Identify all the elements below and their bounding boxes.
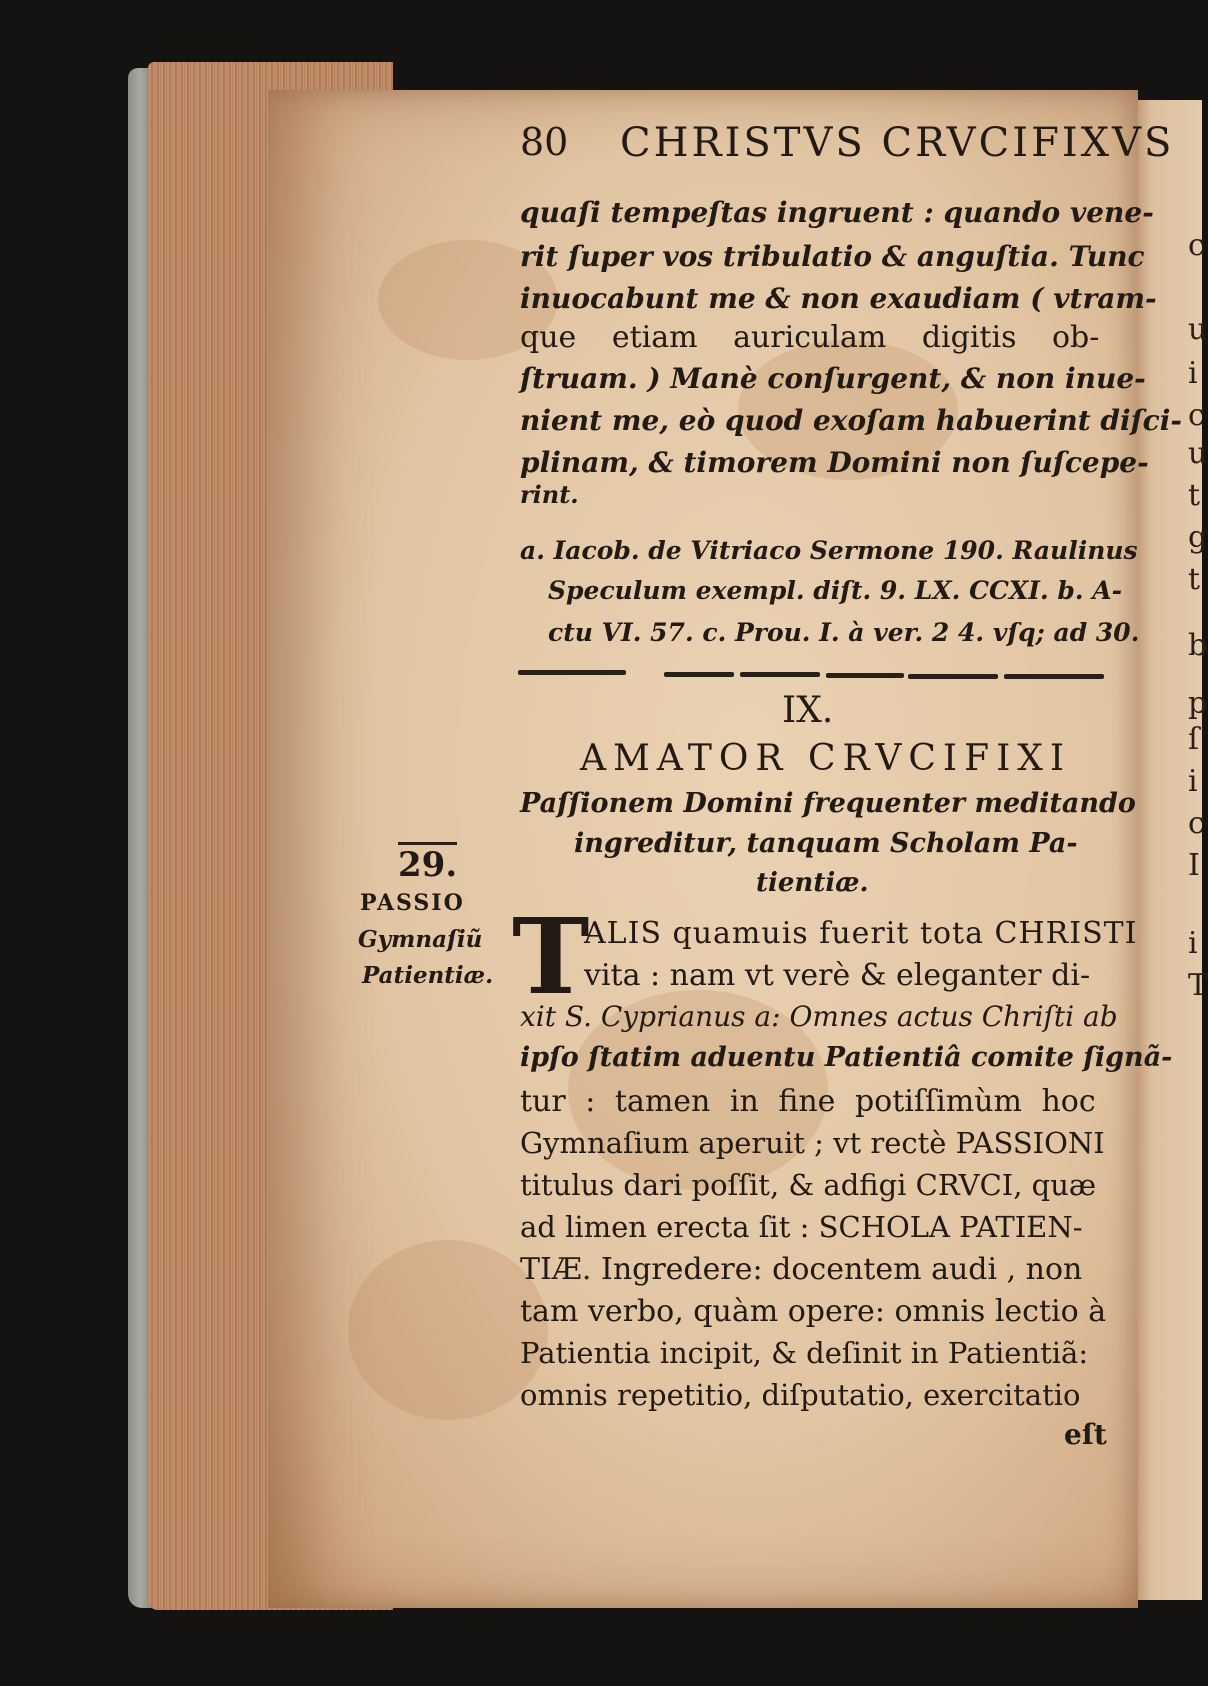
text-line: nient me, eò quod exoſam habuerint diſci- [520,404,1182,437]
section-number: IX. [782,690,834,731]
section-rule [908,674,998,679]
facing-page-letter: c [1188,398,1205,433]
facing-page-letter: c [1188,228,1205,263]
catchword: eſt [1064,1418,1107,1451]
reference-line: Speculum exempl. diſt. 9. LX. CCXI. b. A- [548,576,1123,605]
margin-note-line: Patientiæ. [362,962,494,989]
facing-page-letter: u [1188,312,1208,347]
text-line: rit ſuper vos tribulatio & anguſtia. Tunc [520,240,1145,273]
running-title: CHRISTVS CRVCIFIXVS [620,120,1175,166]
body-line: ad limen erecta ſit : SCHOLA PATIEN- [520,1210,1083,1244]
section-title: AMATOR CRVCIFIXI [580,738,1072,779]
facing-page-letter: i [1188,764,1198,799]
section-rule [518,670,626,675]
body-line: xit S. Cyprianus a: Omnes actus Chriſti ab [520,1000,1118,1033]
body-line: omnis repetitio, diſputatio, exercitatio [520,1378,1081,1412]
body-line: TIÆ. Ingredere: docentem audi , non [520,1252,1083,1287]
facing-page-letter: I [1188,848,1200,883]
section-rule [826,673,904,678]
body-line: vita : nam vt verè & eleganter di- [584,958,1091,993]
text-line: plinam, & timorem Domini non ſuſcepe- [520,446,1149,479]
section-subtitle: Paſſionem Domini frequenter meditando [520,788,1136,819]
facing-page-letter: p [1188,686,1208,721]
section-rule [664,672,734,677]
section-rule [740,672,820,677]
reference-line: ctu VI. 57. c. Prou. I. à ver. 2 4. vſq; ad 30. [548,618,1140,647]
facing-page-letter: i [1188,926,1198,961]
body-line: tur : tamen in fine potiſſimùm hoc [520,1084,1096,1119]
text-line: quaſi tempeſtas ingruent : quando vene- [520,196,1154,229]
text-line: que etiam auriculam digitis ob- [520,320,1100,355]
margin-note-line: PASSIO [360,890,465,916]
section-subtitle: ingreditur, tanquam Scholam Pa- [574,828,1078,859]
body-line: Patientia incipit, & deſinit in Patientiã: [520,1336,1089,1370]
section-rule [1004,674,1104,679]
facing-page-letter: t [1188,562,1201,597]
reference-line: a. Iacob. de Vitriaco Sermone 190. Raulinus [520,536,1138,565]
facing-page-letter: g [1188,520,1208,555]
body-line: Gymnaſium aperuit ; vt rectè PASSIONI [520,1126,1105,1160]
body-line: titulus dari poſſit, & adfigi CRVCI, quæ [520,1168,1097,1202]
drop-cap: T [512,895,590,1018]
body-line: ALIS quamuis fuerit tota CHRISTI [584,916,1138,951]
margin-number: 29. [398,842,457,885]
facing-page-letter: u [1188,436,1208,471]
facing-page-letter: T [1188,968,1208,1003]
facing-page-letter: b [1188,628,1208,663]
facing-page-letter: ſ [1188,722,1200,757]
body-line: tam verbo, quàm opere: omnis lectio à [520,1294,1107,1329]
text-line: rint. [520,480,579,509]
facing-page-letter: c [1188,806,1205,841]
margin-note-line: Gymnaſiũ [358,926,483,953]
facing-page-letter: i [1188,356,1198,391]
facing-page-letter: t [1188,478,1201,513]
text-line: inuocabunt me & non exaudiam ( vtram- [520,282,1157,315]
body-line: ipſo ſtatim aduentu Patientiâ comite ſignã- [520,1042,1173,1073]
page-number: 80 [520,120,569,164]
section-subtitle: tientiæ. [756,868,869,898]
text-line: ſtruam. ) Manè conſurgent, & non inue- [520,362,1146,395]
